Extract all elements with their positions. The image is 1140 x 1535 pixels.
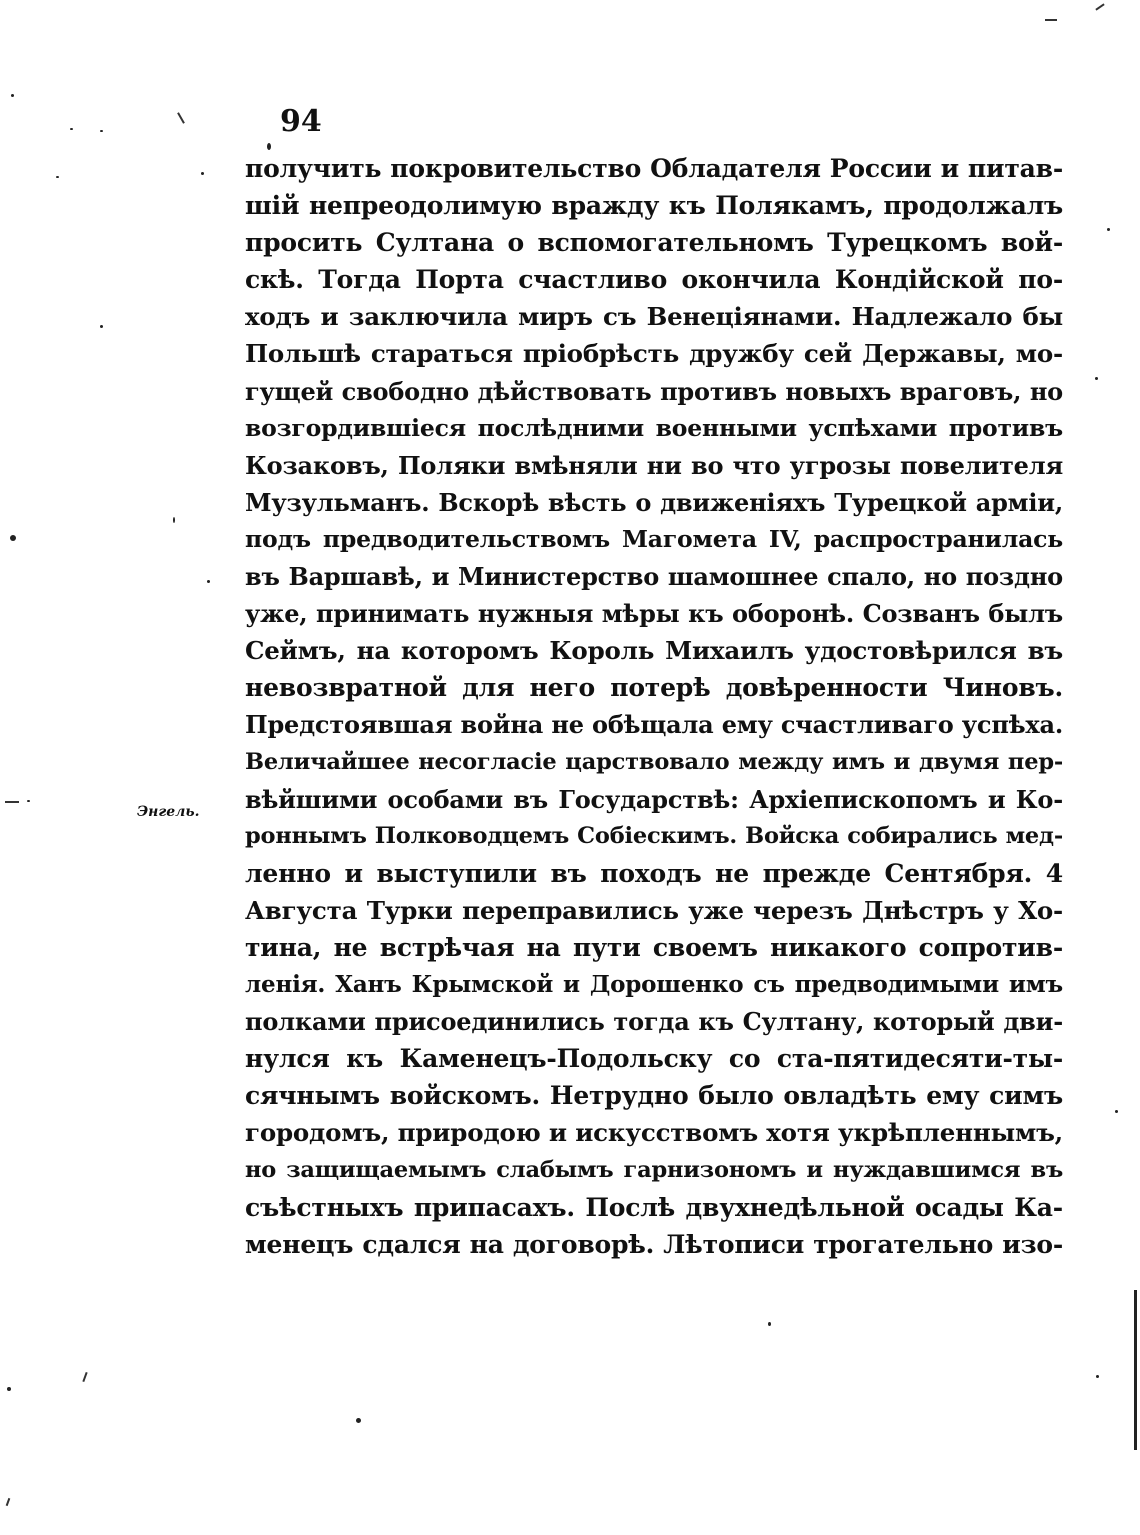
- scan-mark: [6, 1498, 11, 1506]
- text-line: съѣстныхъ припасахъ. Послѣ двухнедѣльной осады Ка-: [245, 1192, 1063, 1222]
- text-line: скѣ. Тогда Порта счастливо окончила Кондійской по-: [245, 265, 1063, 295]
- text-line: Августа Турки переправились уже черезъ Днѣстръ у Хо-: [245, 895, 1063, 925]
- scan-speck: [10, 535, 16, 541]
- scan-speck: [356, 1418, 361, 1423]
- text-line: уже, принимать нужныя мѣры къ оборонѣ. Созванъ былъ: [245, 599, 1063, 629]
- scan-speck: [70, 128, 73, 130]
- text-line: городомъ, природою и искусствомъ хотя укрѣпленнымъ,: [245, 1118, 1063, 1148]
- scan-speck: [207, 580, 210, 583]
- scan-speck: [100, 130, 103, 132]
- scan-speck: [56, 176, 59, 178]
- text-line: но защищаемымъ слабымъ гарнизономъ и нуждавшимся въ: [245, 1156, 1063, 1183]
- text-line: ленія. Ханъ Крымской и Дорошенко съ предводимыми имъ: [245, 971, 1063, 999]
- scan-speck: [11, 94, 14, 97]
- scan-speck: [27, 800, 30, 802]
- text-line: возгордившіеся послѣдними военными успѣхами противъ: [245, 413, 1063, 442]
- text-line: роннымъ Полководцемъ Собіескимъ. Войска собирались мед-: [245, 822, 1063, 849]
- text-line: получить покровительство Обладателя России и питав-: [245, 154, 1063, 183]
- text-line: просить Султана о вспомогательномъ Турецкомъ вой-: [245, 228, 1063, 258]
- scan-mark: [1045, 19, 1057, 21]
- margin-note: Энгель.: [137, 804, 200, 820]
- scan-speck: [267, 143, 271, 150]
- scan-mark: [177, 112, 185, 123]
- text-line: Музульманъ. Вскорѣ вѣсть о движеніяхъ Турецкой арміи,: [245, 487, 1063, 517]
- text-line: тина, не встрѣчая на пути своемъ никакого сопротив-: [245, 932, 1063, 962]
- text-line: нулся къ Каменецъ-Подольску со ста-пятидесяти-ты-: [245, 1044, 1063, 1074]
- text-line: въ Варшавѣ, и Министерство шамошнее спало, но поздно: [245, 562, 1063, 592]
- scan-speck: [1095, 377, 1098, 380]
- scan-speck: [100, 325, 103, 328]
- scan-speck: [173, 517, 175, 523]
- text-line: менецъ сдался на договорѣ. Лѣтописи трогательно изо-: [245, 1229, 1063, 1259]
- scan-speck: [768, 1322, 771, 1326]
- text-line: Козаковъ, Поляки вмѣняли ни во что угрозы повелителя: [245, 450, 1063, 480]
- text-line: Польшѣ стараться пріобрѣсть дружбу сей Державы, мо-: [245, 339, 1063, 369]
- text-line: невозвратной для него потерѣ довѣренности Чиновъ.: [245, 673, 1063, 703]
- text-line: шій непреодолимую вражду къ Полякамъ, продолжалъ: [245, 191, 1063, 221]
- text-line: Сеймъ, на которомъ Король Михаилъ удостовѣрился въ: [245, 636, 1063, 666]
- text-line: вѣйшими особами въ Государствѣ: Архіепископомъ и Ко-: [245, 784, 1063, 814]
- scan-mark: [1095, 3, 1104, 10]
- scan-mark: [82, 1372, 87, 1382]
- text-line: Величайшее несогласіе царствовало между имъ и двумя пер-: [245, 748, 1063, 775]
- text-line: гущей свободно дѣйствовать противъ новыхъ враговъ, но: [245, 376, 1063, 406]
- body-text: [245, 150, 1063, 1263]
- scan-speck: [1115, 1110, 1118, 1113]
- text-line: ленно и выступили въ походъ не прежде Сентября. 4: [245, 858, 1063, 888]
- text-line: ходъ и заключила миръ съ Венеціянами. Надлежало бы: [245, 302, 1063, 332]
- scan-speck: [201, 172, 204, 175]
- text-line: полками присоединились тогда къ Султану, который дви-: [245, 1007, 1063, 1037]
- scan-mark: [5, 801, 19, 803]
- scan-speck: [7, 1387, 11, 1391]
- text-line: сячнымъ войскомъ. Нетрудно было овладѣть ему симъ: [245, 1081, 1063, 1111]
- page-edge-line: [1134, 1290, 1137, 1450]
- text-line: подъ предводительствомъ Магомета IV, распространилась: [245, 524, 1063, 553]
- scan-speck: [1096, 1375, 1099, 1378]
- text-line: Предстоявшая война не обѣщала ему счастливаго успѣха.: [245, 710, 1063, 740]
- scan-speck: [1107, 228, 1110, 231]
- page-number: 94: [280, 104, 322, 139]
